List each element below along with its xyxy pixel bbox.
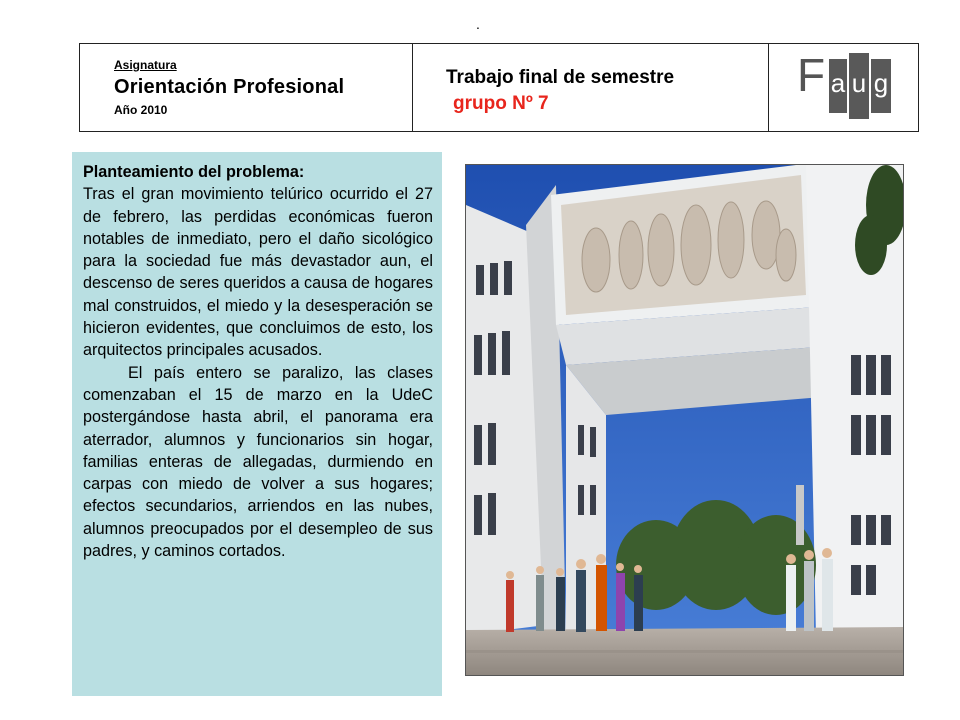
logo-letter-f: F	[797, 49, 826, 101]
group-label: grupo Nº 7	[453, 93, 549, 114]
logo-letter-g: g	[873, 68, 889, 98]
problem-text-box	[72, 152, 442, 696]
campus-arch-photo	[465, 164, 904, 676]
top-mark: .	[476, 16, 480, 32]
logo-letter-u: u	[851, 68, 867, 98]
subject-name: Orientación Profesional	[114, 76, 345, 98]
logo-cell	[769, 44, 918, 131]
campus-arch-illustration	[466, 165, 903, 675]
problem-paragraph-1: Tras el gran movimiento telúrico ocurrido el 27 de febrero, las perdidas económicas fueron notables de inmediato, pero el daño sicológico para la sociedad fue más devastador aun, el descenso de seres queridos a causa de hogares mal construidos, el miedo y la desesperación se hicieron evidentes, que concluimos de esto, los arquitectos principales acusados.	[83, 185, 433, 360]
faug-logo	[797, 49, 901, 125]
year-label: Año 2010	[114, 103, 168, 117]
subject-label: Asignatura	[114, 58, 177, 72]
logo-letter-a: a	[830, 68, 846, 98]
work-cell	[413, 44, 769, 131]
problem-paragraph-2: El país entero se paralizo, las clases comenzaban el 15 de marzo en la UdeC postergándose hasta abril, el panorama era aterrador, alumnos y funcionarios sin hogar, familias enteras de allegadas, durmiendo en carpas con miedo de volver a sus hogares; efectos secundarios, arriendos en las nubes, alumnos preocupados por el desempleo de sus padres, y caminos cortados.	[83, 363, 433, 561]
work-title: Trabajo final de semestre	[446, 67, 675, 88]
header-table	[79, 43, 919, 132]
problem-heading: Planteamiento del problema:	[83, 163, 305, 181]
subject-cell	[80, 44, 413, 131]
